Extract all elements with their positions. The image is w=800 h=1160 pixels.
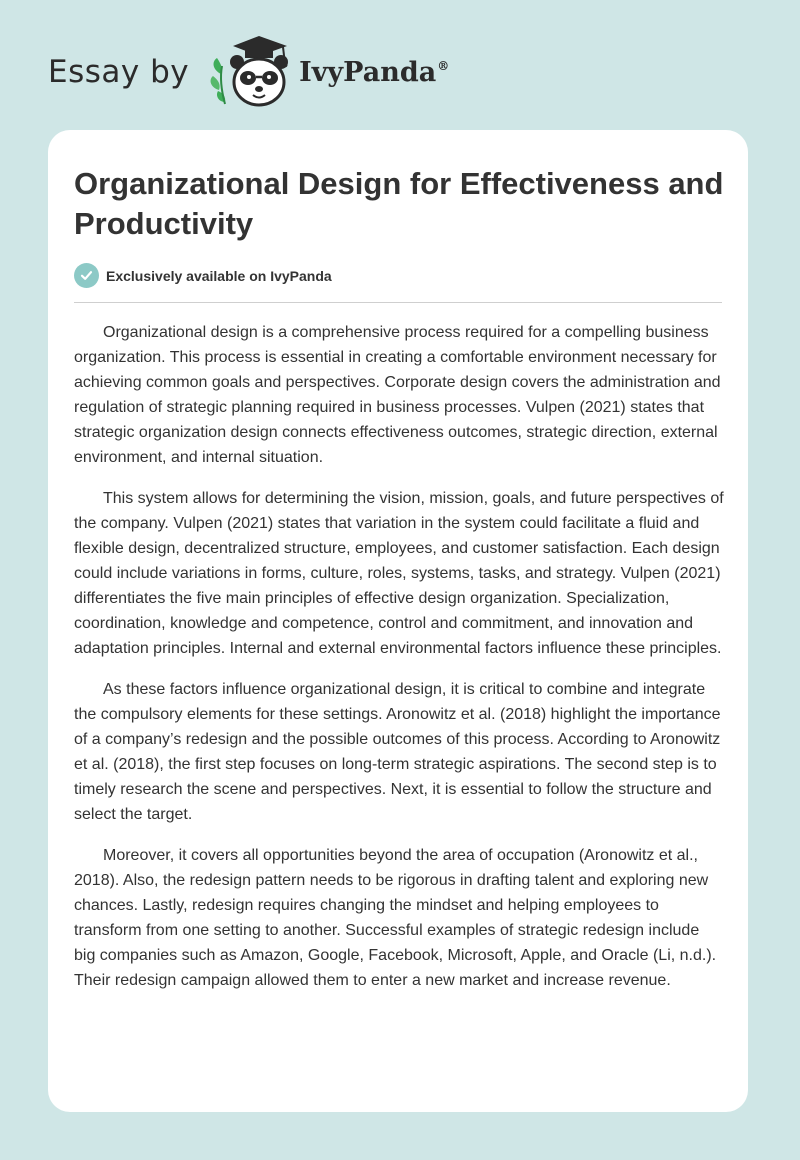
divider <box>74 302 722 303</box>
registered-mark: ® <box>437 58 450 73</box>
panda-graduate-icon[interactable] <box>203 32 295 112</box>
essay-card <box>48 130 748 1112</box>
exclusive-badge <box>74 263 332 288</box>
brand-name: IvyPanda <box>299 56 437 88</box>
site-header <box>48 32 449 112</box>
page-title: Organizational Design for Effectiveness and Productivity <box>74 166 724 241</box>
essay-by-label: Essay by <box>48 54 190 90</box>
check-icon <box>74 263 99 288</box>
brand-logo[interactable] <box>299 57 449 88</box>
paragraph: Organizational design is a comprehensive process required for a compelling business organization. This process is essential in creating a comfortable environment necessary for achieving common goals and perspectives. Corporate design covers the administration and regulation of strategic planning required in business processes. Vulpen (2021) states that strategic organization design connects effectiveness outcomes, strategic direction, external environment, and internal situation. <box>74 324 721 466</box>
paragraph: Moreover, it covers all opportunities beyond the area of occupation (Aronowitz et al., 2018). Also, the redesign pattern needs to be rigorous in drafting talent and exploring new chances. Lastly, redesign requires changing the mindset and helping employees to transform from one setting to another. Successful examples of strategic redesign include big companies such as Amazon, Google, Facebook, Microsoft, Apple, and Oracle (Li, n.d.). Their redesign campaign allowed them to enter a new market and increase revenue. <box>74 847 717 989</box>
exclusive-label: Exclusively available on IvyPanda <box>106 267 332 284</box>
paragraph: This system allows for determining the vision, mission, goals, and future perspectives of the company. Vulpen (2021) states that variation in the system could facilitate a fluid and flexible design, decentralized structure, employees, and customer satisfaction. Each design could include variations in forms, culture, roles, systems, tasks, and strategy. Vulpen (2021) differentiates the five main principles of effective design organization. Specialization, coordination, knowledge and competence, control and commitment, and innovation and adaptation principles. Internal and external environmental factors influence these principles. <box>74 490 724 657</box>
essay-body <box>74 320 724 1009</box>
paragraph: As these factors influence organizational design, it is critical to combine and integrate the compulsory elements for these settings. Aronowitz et al. (2018) highlight the importance of a company’s redesign and the possible outcomes of this process. According to Aronowitz et al. (2018), the first step focuses on long-term strategic aspirations. The second step is to timely research the scene and perspectives. Next, it is essential to follow the structure and select the target. <box>74 681 721 823</box>
